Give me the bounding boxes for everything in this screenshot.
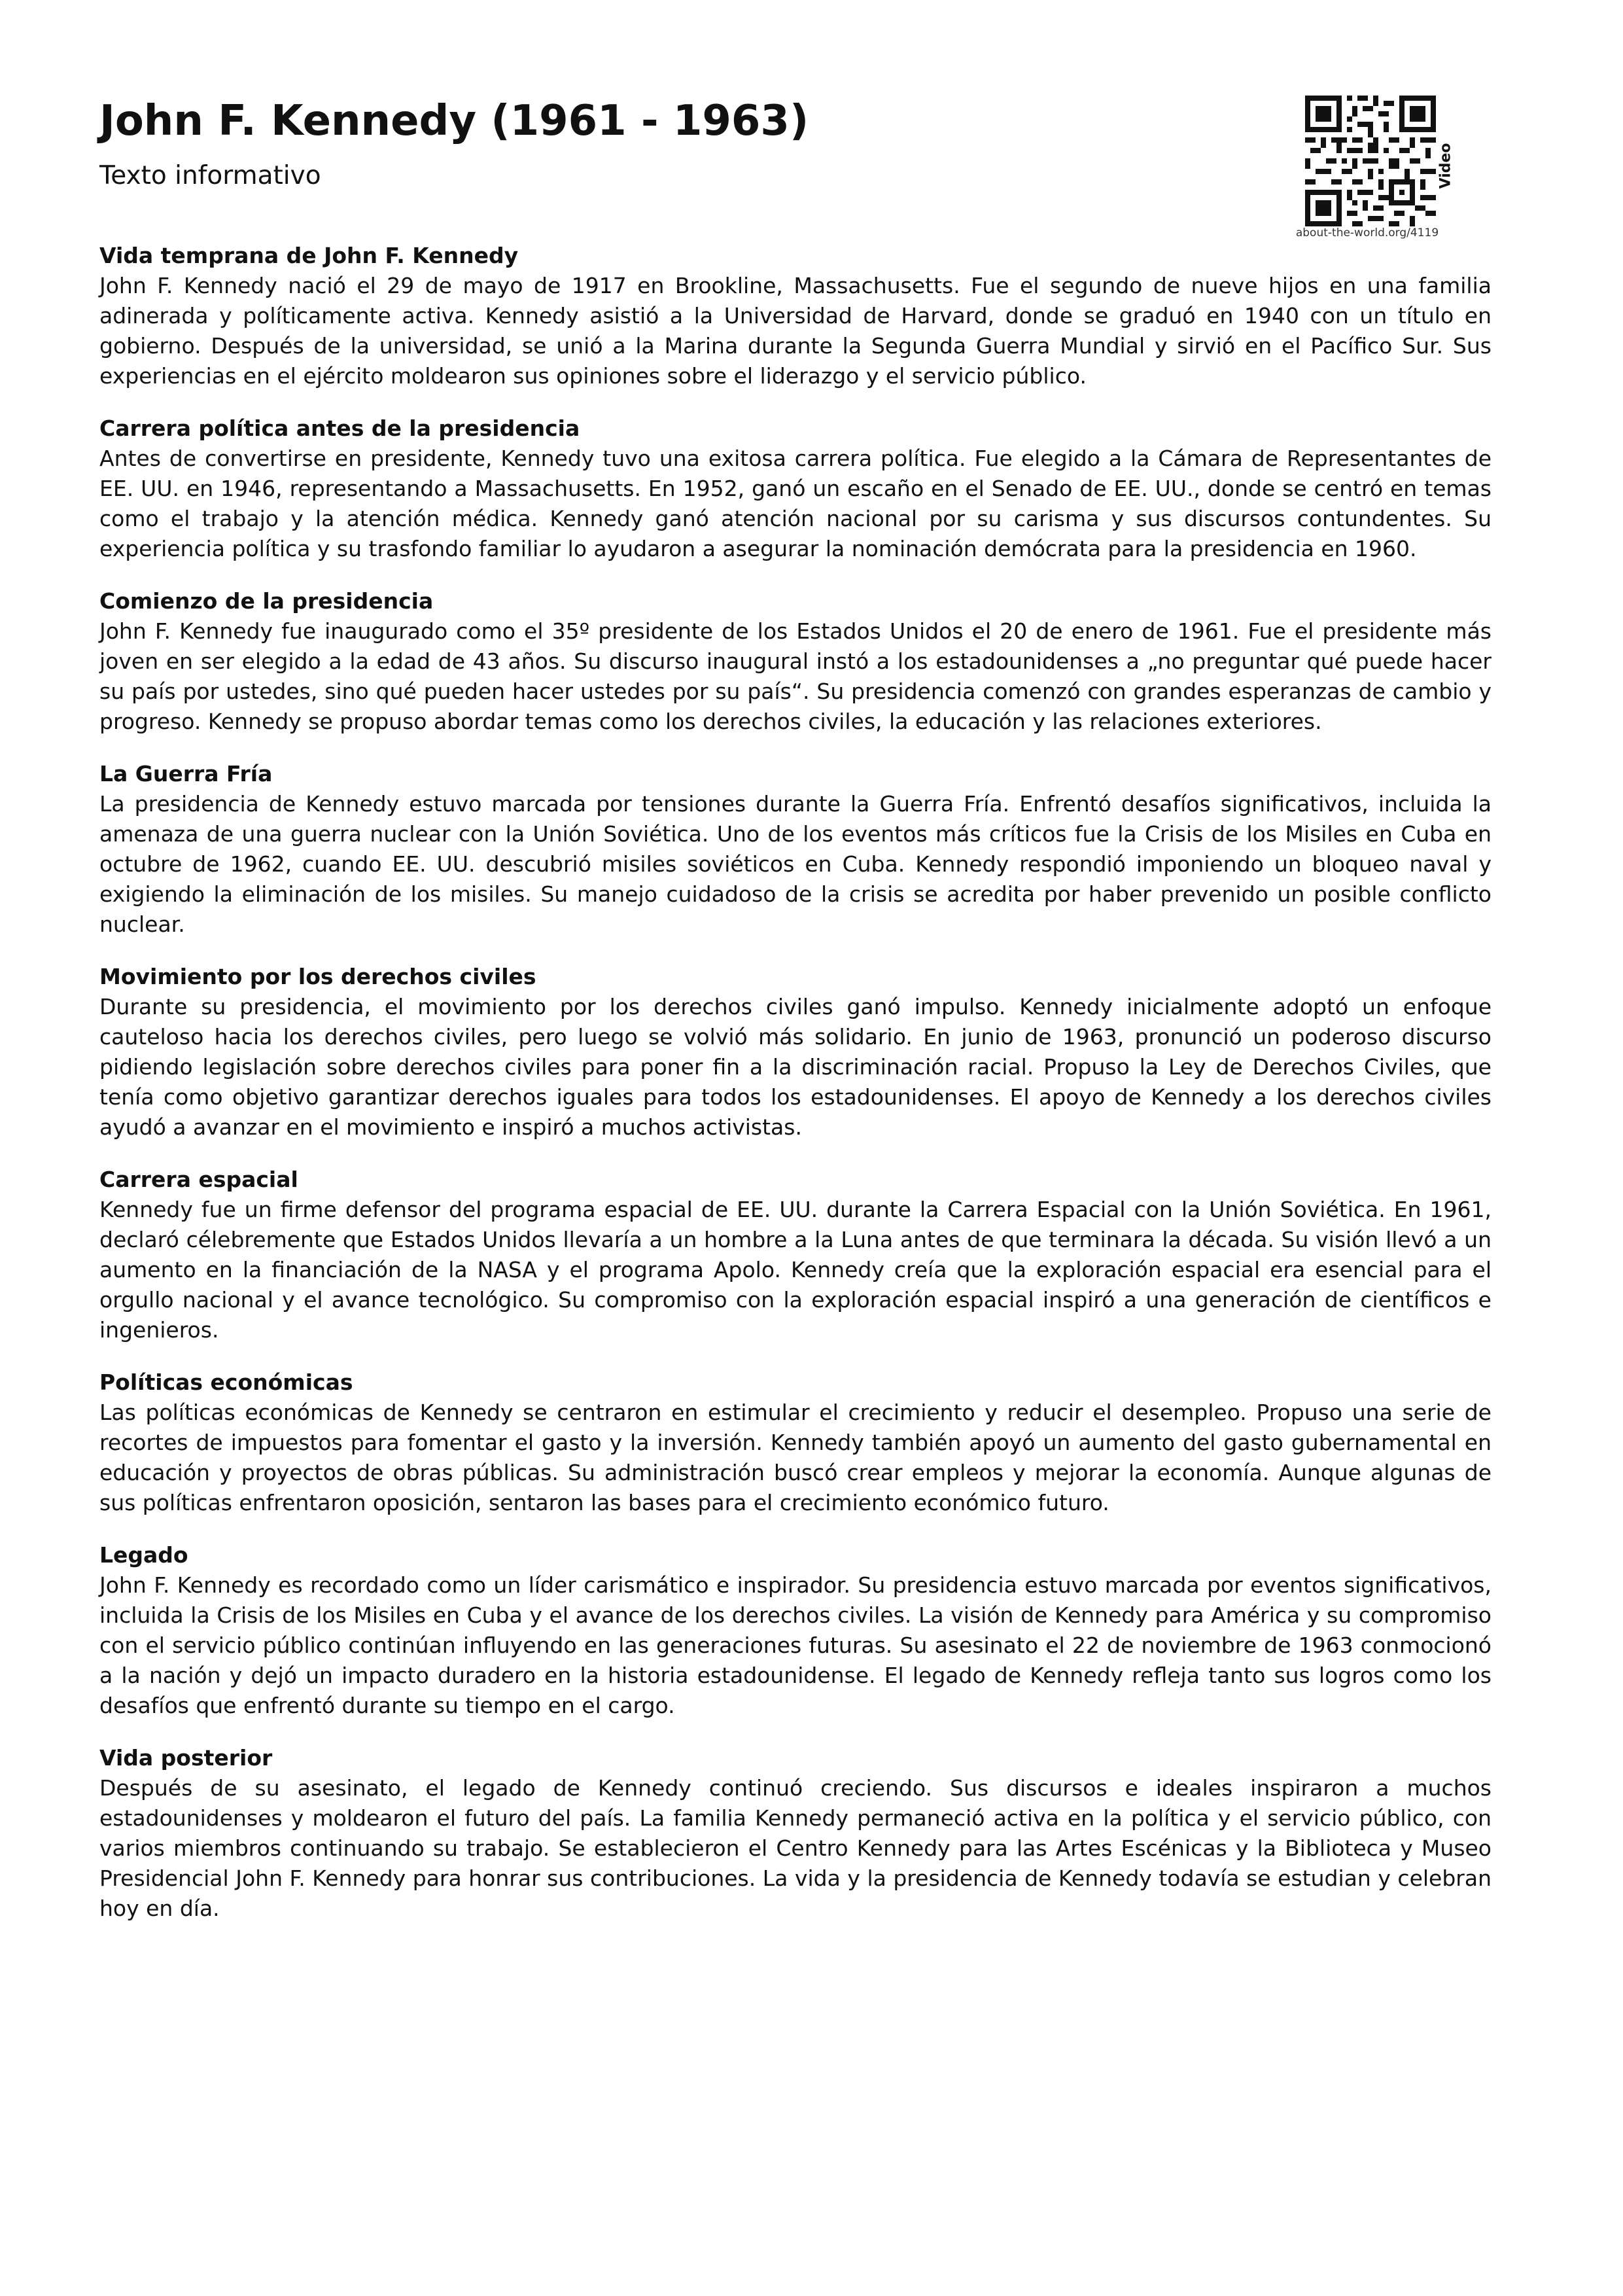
section-heading: Carrera espacial [99,1167,298,1192]
section-heading: Vida posterior [99,1745,273,1771]
section-derechos-civiles [99,962,1492,1142]
section-heading: Vida temprana de John F. Kennedy [99,243,519,268]
qr-video-label: Video [1437,143,1454,189]
section-body: Las políticas económicas de Kennedy se centraron en estimular el crecimiento y reducir el desempleo. Propuso una serie de recortes de impuestos para fomentar el gasto y la inversión. Kennedy también apoyó un aumento del gasto gubernamental en educación y proyectos de obras públicas. Su administración buscó crear empleos y mejorar la economía. Aunque algunas de sus políticas enfrentaron oposición, sentaron las bases para el crecimiento económico futuro. [99,1400,1492,1515]
section-politicas-economicas [99,1368,1492,1518]
section-legado [99,1540,1492,1721]
section-body: Kennedy fue un firme defensor del programa espacial de EE. UU. durante la Carrera Espacial con la Unión Soviética. En 1961, declaró célebremente que Estados Unidos llevaría a un hombre a la Luna antes de que terminara la década. Su visión llevó a un aumento en la financiación de la NASA y el programa Apolo. Kennedy creía que la exploración espacial era esencial para el orgullo nacional y el avance tecnológico. Su compromiso con la exploración espacial inspiró a una generación de científicos e ingenieros. [99,1197,1492,1343]
qr-block [1279,96,1456,246]
qr-code-icon [1305,96,1436,226]
section-heading: Legado [99,1542,188,1568]
section-body: John F. Kennedy es recordado como un líder carismático e inspirador. Su presidencia estuvo marcada por eventos significativos, incluida la Crisis de los Misiles en Cuba y el avance de los derechos civiles. La visión de Kennedy para América y su compromiso con el servicio público continúan influyendo en las generaciones futuras. Su asesinato el 22 de noviembre de 1963 conmocionó a la nación y dejó un impacto duradero en la historia estadounidense. El legado de Kennedy refleja tanto sus logros como los desafíos que enfrentó durante su tiempo en el cargo. [99,1572,1492,1718]
section-body: John F. Kennedy fue inaugurado como el 35º presidente de los Estados Unidos el 20 de enero de 1961. Fue el presidente más joven en ser elegido a la edad de 43 años. Su discurso inaugural instó a los estadounidenses a „no preguntar qué puede hacer su país por ustedes, sino qué pueden hacer ustedes por su país“. Su presidencia comenzó con grandes esperanzas de cambio y progreso. Kennedy se propuso abordar temas como los derechos civiles, la educación y las relaciones exteriores. [99,618,1492,734]
section-heading: Políticas económicas [99,1369,353,1395]
section-body: John F. Kennedy nació el 29 de mayo de 1917 en Brookline, Massachusetts. Fue el segundo de nueve hijos en una familia adinerada y políticamente activa. Kennedy asistió a la Universidad de Harvard, donde se graduó en 1940 con un título en gobierno. Después de la universidad, se unió a la Marina durante la Segunda Guerra Mundial y sirvió en el Pacífico Sur. Sus experiencias en el ejército moldearon sus opiniones sobre el liderazgo y el servicio público. [99,273,1492,389]
section-carrera-politica [99,414,1492,564]
section-heading: La Guerra Fría [99,761,273,786]
section-carrera-espacial [99,1165,1492,1345]
page-title: John F. Kennedy (1961 - 1963) [99,97,809,145]
page-subtitle: Texto informativo [99,161,321,190]
section-heading: Comienzo de la presidencia [99,588,434,614]
section-body: La presidencia de Kennedy estuvo marcada por tensiones durante la Guerra Fría. Enfrentó desafíos significativos, incluida la amenaza de una guerra nuclear con la Unión Soviética. Uno de los eventos más críticos fue la Crisis de los Misiles en Cuba en octubre de 1962, cuando EE. UU. descubrió misiles soviéticos en Cuba. Kennedy respondió imponiendo un bloqueo naval y exigiendo la eliminación de los misiles. Su manejo cuidadoso de la crisis se acredita por haber prevenido un posible conflicto nuclear. [99,791,1492,937]
section-body: Después de su asesinato, el legado de Kennedy continuó creciendo. Sus discursos e ideales inspiraron a muchos estadounidenses y moldearon el futuro del país. La familia Kennedy permaneció activa en la política y el servicio público, con varios miembros continuando su trabajo. Se establecieron el Centro Kennedy para las Artes Escénicas y la Biblioteca y Museo Presidencial John F. Kennedy para honrar sus contribuciones. La vida y la presidencia de Kennedy todavía se estudian y celebran hoy en día. [99,1775,1492,1921]
section-vida-temprana [99,241,1492,391]
section-guerra-fria [99,759,1492,940]
section-heading: Movimiento por los derechos civiles [99,964,536,989]
qr-url[interactable]: about-the-world.org/4119 [1295,226,1439,239]
section-vida-posterior [99,1743,1492,1924]
section-heading: Carrera política antes de la presidencia [99,415,580,441]
article-body [99,241,1492,1946]
section-body: Antes de convertirse en presidente, Kennedy tuvo una exitosa carrera política. Fue elegido a la Cámara de Representantes de EE. UU. en 1946, representando a Massachusetts. En 1952, ganó un escaño en el Senado de EE. UU., donde se centró en temas como el trabajo y la atención médica. Kennedy ganó atención nacional por su carisma y sus discursos contundentes. Su experiencia política y su trasfondo familiar lo ayudaron a asegurar la nominación demócrata para la presidencia en 1960. [99,446,1492,561]
section-comienzo-presidencia [99,586,1492,737]
section-body: Durante su presidencia, el movimiento por los derechos civiles ganó impulso. Kennedy inicialmente adoptó un enfoque cauteloso hacia los derechos civiles, pero luego se volvió más solidario. En junio de 1963, pronunció un poderoso discurso pidiendo legislación sobre derechos civiles para poner fin a la discriminación racial. Propuso la Ley de Derechos Civiles, que tenía como objetivo garantizar derechos iguales para todos los estadounidenses. El apoyo de Kennedy a los derechos civiles ayudó a avanzar en el movimiento e inspiró a muchos activistas. [99,994,1492,1140]
